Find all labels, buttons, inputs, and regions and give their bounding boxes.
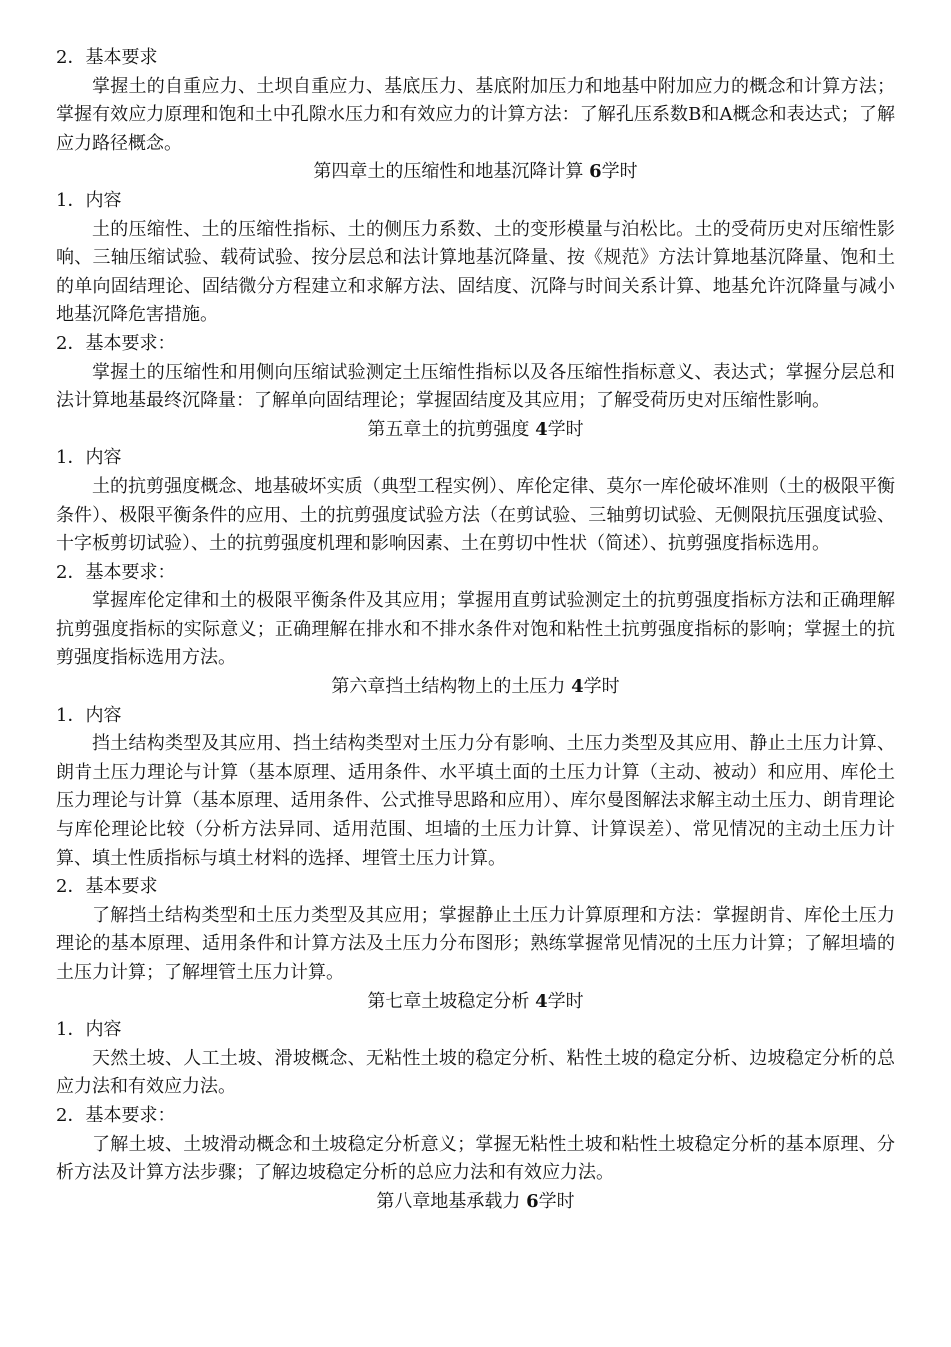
section-label: 2．基本要求： [56,561,176,583]
chapter-heading [56,988,895,1017]
section-label: 2．基本要求： [56,1104,176,1126]
chapter-title: 第八章地基承载力 [376,1190,521,1212]
chapter-title: 第七章土坡稳定分析 [367,990,530,1012]
chapter-heading [56,1188,895,1217]
paragraph: 掌握土的自重应力、土坝自重应力、基底压力、基底附加压力和地基中附加应力的概念和计算方法；掌握有效应力原理和饱和土中孔隙水压力和有效应力的计算方法：了解孔压系数B和A概念和表达式；了解应力路径概念。 [56,75,895,154]
section-label: 1．内容 [56,447,122,469]
section-label: 1．内容 [56,189,122,211]
paragraph: 土的压缩性、土的压缩性指标、土的侧压力系数、土的变形模量与泊松比。土的受荷历史对压缩性影响、三轴压缩试验、载荷试验、按分层总和法计算地基沉降量、按《规范》方法计算地基沉降量、饱和土的单向固结理论、固结微分方程建立和求解方法、固结度、沉降与时间关系计算、地基允许沉降量与减小地基沉降危害措施。 [56,218,895,326]
section-label: 2．基本要求 [56,47,158,68]
section-label: 2．基本要求： [56,332,176,354]
chapter-hours-number: 4 [571,676,584,698]
chapter-heading [56,673,895,702]
chapter-title: 第五章土的抗剪强度 [367,418,530,440]
paragraph: 了解挡土结构类型和土压力类型及其应用；掌握静止土压力计算原理和方法：掌握朗肯、库伦土压力理论的基本原理、适用条件和计算方法及土压力分布图形；熟练掌握常见情况的土压力计算；了解坦墙的土压力计算；了解埋管土压力计算。 [56,904,895,983]
chapter-hours-unit: 学时 [538,1190,575,1212]
chapter-hours-unit: 学时 [601,161,638,183]
paragraph: 挡土结构类型及其应用、挡土结构类型对土压力分有影响、土压力类型及其应用、静止土压力计算、朗肯土压力理论与计算（基本原理、适用条件、水平填土面的土压力计算（主动、被动）和应用、库伦土压力理论与计算（基本原理、适用条件、公式推导思路和应用）、库尔曼图解法求解主动土压力、朗肯理论与库伦理论比较（分析方法异同、适用范围、坦墙的土压力计算、计算误差）、常见情况的主动土压力计算、填土性质指标与填土材料的选择、埋管土压力计算。 [56,733,895,869]
section-label: 1．内容 [56,1019,122,1041]
paragraph: 土的抗剪强度概念、地基破坏实质（典型工程实例）、库伦定律、莫尔一库伦破坏准则（土的极限平衡条件）、极限平衡条件的应用、土的抗剪强度试验方法（在剪试验、三轴剪切试验、无侧限抗压强度试验、十字板剪切试验）、土的抗剪强度机理和影响因素、土在剪切中性状（简述）、抗剪强度指标选用。 [56,475,895,555]
paragraph: 天然土坡、人工土坡、滑坡概念、无粘性土坡的稳定分析、粘性土坡的稳定分析、边坡稳定分析的总应力法和有效应力法。 [56,1047,895,1098]
section-label: 1．内容 [56,704,122,726]
chapter-hours-number: 6 [526,1190,539,1212]
paragraph: 掌握土的压缩性和用侧向压缩试验测定土压缩性指标以及各压缩性指标意义、表达式；掌握分层总和法计算地基最终沉降量：了解单向固结理论；掌握固结度及其应用；了解受荷历史对压缩性影响。 [56,361,895,412]
section-label: 2．基本要求 [56,876,158,898]
paragraph: 了解土坡、土坡滑动概念和土坡稳定分析意义；掌握无粘性土坡和粘性土坡稳定分析的基本原理、分析方法及计算方法步骤；了解边坡稳定分析的总应力法和有效应力法。 [56,1133,895,1184]
chapter-title: 第四章土的压缩性和地基沉降计算 [313,161,584,183]
chapter-hours-unit: 学时 [547,418,584,440]
chapter-hours-unit: 学时 [583,676,620,698]
chapter-hours-number: 4 [535,990,548,1012]
paragraph: 掌握库伦定律和土的极限平衡条件及其应用；掌握用直剪试验测定土的抗剪强度指标方法和正确理解抗剪强度指标的实际意义；正确理解在排水和不排水条件对饱和粘性土抗剪强度指标的影响；掌握土的抗剪强度指标选用方法。 [56,590,895,669]
chapter-hours-number: 6 [589,161,602,183]
chapter-hours-number: 4 [535,418,548,440]
chapter-hours-unit: 学时 [547,990,584,1012]
chapter-title: 第六章挡土结构物上的土压力 [331,676,566,698]
chapter-heading [56,158,895,187]
chapter-heading [56,416,895,445]
